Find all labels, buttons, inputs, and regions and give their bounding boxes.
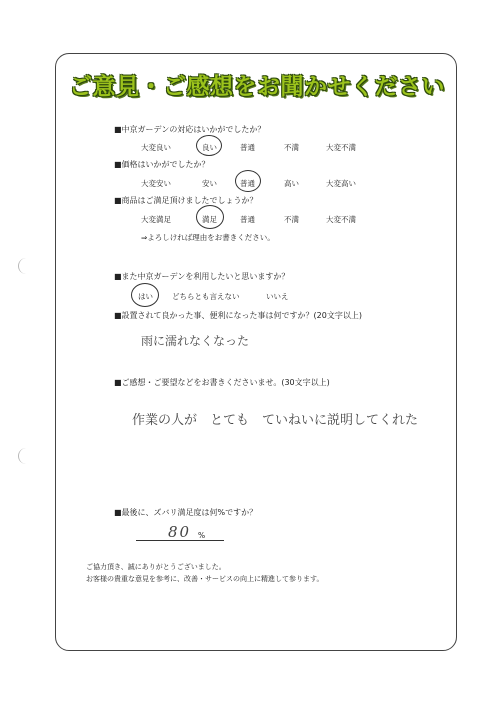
reason-note: ⇒よろしければ理由をお書きください。	[141, 233, 275, 242]
option-normal: 普通	[240, 179, 255, 188]
option-cheap: 安い	[202, 179, 217, 188]
form-title: ご意見・ご感想をお聞かせください	[69, 74, 445, 100]
option-very-good: 大変良い	[141, 143, 171, 152]
question-product-satisfaction: ■商品はご満足頂けましたでしょうか？	[114, 196, 258, 205]
option-normal: 普通	[240, 215, 255, 224]
option-no: いいえ	[266, 292, 289, 301]
handwritten-answer-comments: 作業の人が とても ていねいに説明してくれた	[132, 413, 419, 428]
handwritten-answer-benefits: 雨に濡れなくなった	[141, 334, 250, 348]
option-very-satisfied: 大変満足	[141, 215, 171, 224]
selected-answer-circle	[235, 170, 261, 192]
handwritten-percent-value: 80	[168, 523, 192, 541]
thanks-message: ご協力頂き、誠にありがとうございました。	[86, 563, 226, 571]
percent-underline	[136, 540, 224, 541]
percent-unit: %	[198, 531, 206, 540]
question-price: ■価格はいかがでしたか？	[114, 160, 210, 169]
question-reuse: ■また中京ガーデンを利用したいと思いますか？	[114, 272, 290, 281]
option-neither: どちらとも言えない	[172, 292, 240, 301]
option-dissatisfied: 不満	[284, 143, 299, 152]
survey-form	[55, 53, 457, 651]
option-very-dissatisfied: 大変不満	[326, 143, 356, 152]
option-very-dissatisfied: 大変不満	[326, 215, 356, 224]
option-very-expensive: 大変高い	[326, 179, 356, 188]
improvement-message: お客様の貴重な意見を参考に、改善・サービスの向上に精進して参ります。	[86, 575, 324, 583]
option-yes: はい	[138, 292, 153, 301]
option-normal: 普通	[240, 143, 255, 152]
question-satisfaction-percent: ■最後に、ズバリ満足度は何%ですか？	[114, 508, 258, 517]
punch-hole-bottom	[18, 448, 29, 464]
option-satisfied: 満足	[202, 215, 217, 224]
selected-answer-circle	[196, 135, 222, 156]
question-benefits: ■設置されて良かった事、便利になった事は何ですか？(20文字以上)	[114, 311, 362, 320]
selected-answer-circle	[196, 205, 224, 229]
option-good: 良い	[202, 143, 217, 152]
question-comments: ■ご感想・ご要望などをお書きくださいませ。(30文字以上)	[114, 378, 330, 387]
option-expensive: 高い	[284, 179, 299, 188]
punch-hole-top	[18, 258, 29, 274]
selected-answer-circle	[131, 283, 159, 307]
question-staff-response: ■中京ガーデンの対応はいかがでしたか？	[114, 125, 266, 134]
option-dissatisfied: 不満	[284, 215, 299, 224]
option-very-cheap: 大変安い	[141, 179, 171, 188]
